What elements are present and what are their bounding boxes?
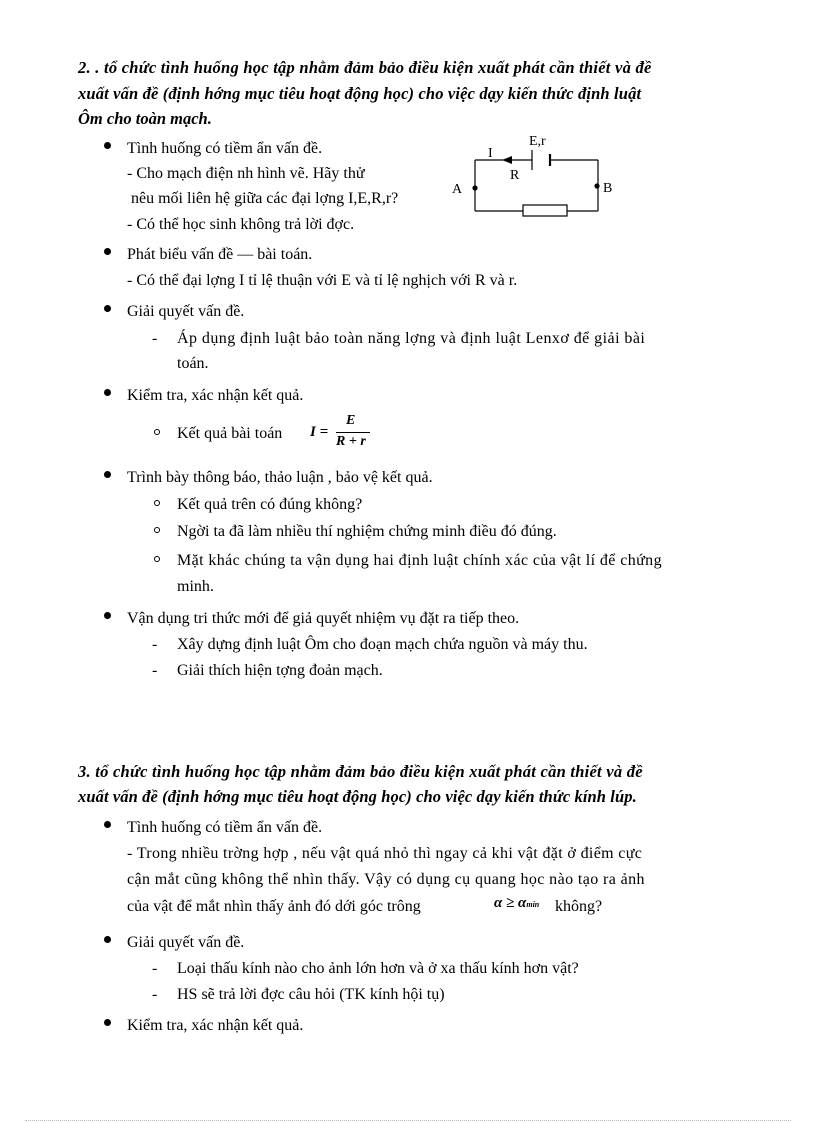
bullet-disc [104, 471, 111, 478]
bullet-disc [104, 248, 111, 255]
bullet-disc [104, 936, 111, 943]
s3-bullet-situation-title: Tình huống có tiềm ẩn vấn đề. [127, 819, 323, 836]
label-E-r: E,r [529, 134, 546, 149]
s3-angle-formula-main: α ≥ α [494, 895, 527, 911]
dash-marker: - [152, 636, 158, 653]
s3-angle-formula [494, 895, 539, 912]
dash-marker: - [152, 960, 158, 977]
label-A: A [452, 182, 463, 197]
node-B-dot [594, 183, 599, 188]
s3-situation-line-3b: không? [555, 898, 603, 915]
s3-solve-dash-item-1: Loại thấu kính nào cho ảnh lớn hơn và ở xa thấu kính hơn vật? [177, 960, 579, 977]
formula-fraction-bar [336, 432, 370, 433]
s3-solve-dash-item-2: HS sẽ trả lời đợc câu hỏi (TK kính hội tụ) [177, 986, 445, 1003]
section-3-heading-line-1: 3. tổ chức tình huống học tập nhằm đảm bảo điều kiện xuất phát cần thiết và đề [78, 762, 643, 781]
section-2-heading-line-1: 2. . tổ chức tình huống học tập nhằm đảm bảo điều kiện xuất phát cần thiết và đề [78, 58, 652, 77]
bullet-disc [104, 305, 111, 312]
present-item-2: Ngời ta đã làm nhiều thí nghiệm chứng minh điều đó đúng. [177, 523, 557, 540]
present-item-3-line-1: Mặt khác chúng ta vận dụng hai định luật chính xác của vật lí để chứng [177, 552, 662, 569]
bullet-disc [104, 142, 111, 149]
circle-bullet [154, 500, 160, 506]
bullet-present-title: Trình bày thông báo, thảo luận , bảo vệ kết quả. [127, 469, 433, 486]
section-2-heading-line-2: xuất vấn đề (định hớng mục tiêu hoạt động học) cho việc dạy kiến thức định luật [78, 84, 642, 103]
solve-dash-line-2: toán. [177, 355, 209, 372]
s3-situation-line-3a: của vật để mắt nhìn thấy ảnh đó dới góc trông [127, 898, 421, 915]
s3-bullet-solve-title: Giải quyết vấn đề. [127, 934, 245, 951]
section-2-heading-line-3: Ôm cho toàn mạch. [78, 109, 212, 128]
present-item-3-line-2: minh. [177, 578, 214, 595]
node-A-dot [472, 185, 477, 190]
circle-bullet [154, 429, 160, 435]
s3-bullet-verify-title: Kiểm tra, xác nhận kết quả. [127, 1017, 304, 1034]
resistor-symbol [523, 205, 567, 216]
dash-marker: - [152, 986, 158, 1003]
solve-dash-line-1: Áp dụng định luật bảo toàn năng lợng và định luật Lenxơ để giải bài [177, 330, 646, 347]
dash-marker: - [152, 662, 158, 679]
current-arrow-icon [502, 156, 512, 164]
circuit-diagram [440, 128, 620, 223]
present-item-1: Kết quả trên có đúng không? [177, 496, 363, 513]
label-B: B [603, 181, 613, 196]
bullet-situation-line-1: - Cho mạch điện nh hình vẽ. Hãy thử [127, 165, 365, 182]
bullet-verify-title: Kiểm tra, xác nhận kết quả. [127, 387, 304, 404]
formula-lhs: I = [310, 424, 329, 440]
s3-angle-formula-sub: min [526, 900, 540, 909]
label-I: I [488, 146, 493, 161]
formula-denominator: R + r [336, 434, 366, 449]
label-R: R [510, 168, 520, 183]
s3-situation-line-1: - Trong nhiều trờng hợp , nếu vật quá nhỏ thì ngay cả khi vật đặt ở điểm cực [127, 845, 643, 862]
bullet-disc [104, 1019, 111, 1026]
bullet-problem-line-1: - Có thể đại lợng I tỉ lệ thuận với E và tỉ lệ nghịch với R và r. [127, 272, 518, 289]
result-label: Kết quả bài toán [177, 425, 283, 442]
apply-dash-item-2: Giải thích hiện tợng đoản mạch. [177, 662, 383, 679]
bullet-situation-title: Tình huống có tiềm ẩn vấn đề. [127, 140, 323, 157]
bullet-disc [104, 612, 111, 619]
s3-situation-line-2: cận mắt cũng không thể nhìn thấy. Vậy có dụng cụ quang học nào tạo ra ảnh [127, 871, 645, 888]
bullet-solve-title: Giải quyết vấn đề. [127, 303, 245, 320]
bullet-disc [104, 389, 111, 396]
section-3-heading-line-2: xuất vấn đề (định hớng mục tiêu hoạt động học) cho việc dạy kiến thức kính lúp. [78, 787, 637, 806]
bullet-disc [104, 821, 111, 828]
bullet-apply-title: Vận dụng tri thức mới để giả quyết nhiệm vụ đặt ra tiếp theo. [127, 610, 520, 627]
bullet-problem-title: Phát biểu vấn đề — bài toán. [127, 246, 313, 263]
bullet-situation-line-3: - Có thể học sinh không trả lời đợc. [127, 216, 355, 233]
circle-bullet [154, 527, 160, 533]
apply-dash-item-1: Xây dựng định luật Ôm cho đoạn mạch chứa nguồn và máy thu. [177, 636, 588, 653]
page-footer-divider [25, 1120, 791, 1121]
bullet-situation-line-2: nêu mối liên hệ giữa các đại lợng I,E,R,r? [131, 190, 399, 207]
circle-bullet [154, 556, 160, 562]
formula-numerator: E [346, 413, 356, 428]
dash-marker: - [152, 330, 158, 347]
